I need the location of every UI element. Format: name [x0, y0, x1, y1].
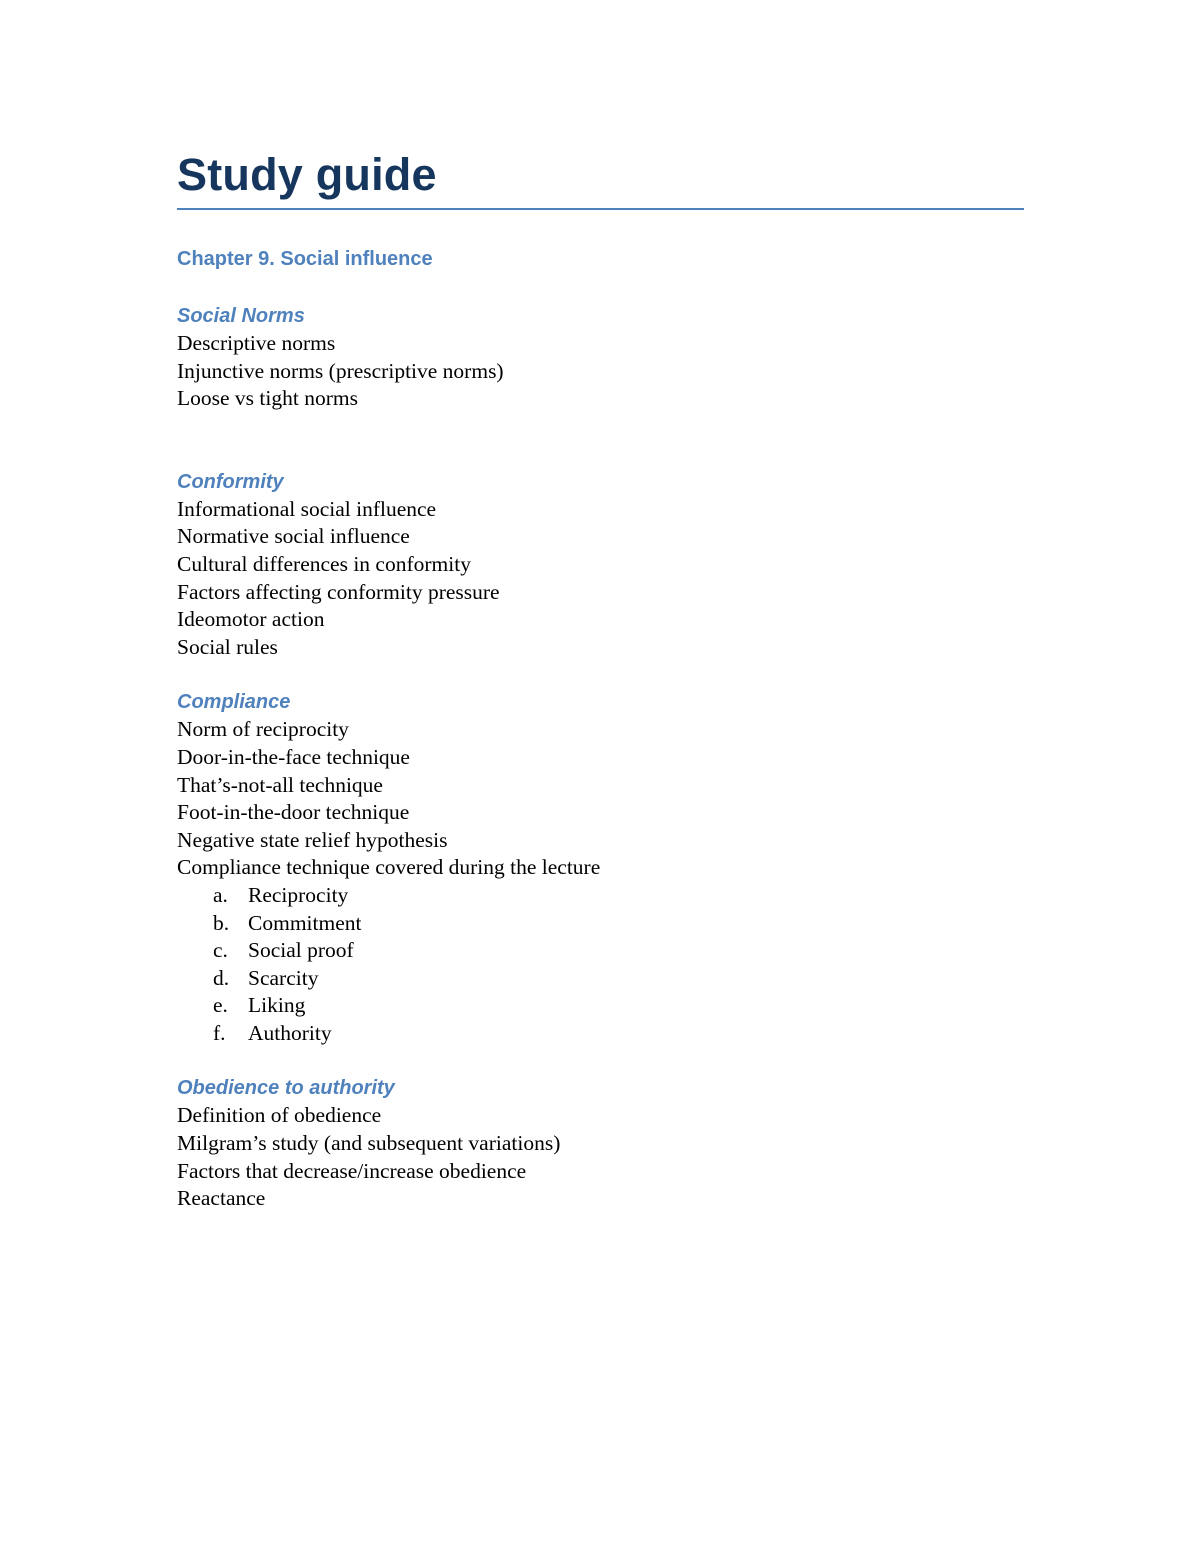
sublist-item	[177, 937, 1024, 965]
list-item: Negative state relief hypothesis	[177, 827, 448, 852]
sublist-item	[177, 965, 1024, 993]
chapter-heading: Chapter 9. Social influence	[177, 248, 433, 270]
list-marker: b.	[213, 910, 230, 935]
list-item: Descriptive norms	[177, 331, 336, 355]
section-heading: Obedience to authority	[177, 1077, 395, 1100]
sublist-item-text: Authority	[248, 1020, 332, 1045]
list-marker: d.	[213, 965, 230, 990]
list-marker: a.	[213, 882, 228, 907]
title-underline	[177, 208, 1024, 210]
list-item: Normative social influence	[177, 524, 410, 549]
list-item: Factors affecting conformity pressure	[177, 579, 500, 604]
compliance-technique-sublist	[177, 882, 1024, 1048]
list-item: Social rules	[177, 634, 278, 659]
sublist-item	[177, 882, 1024, 910]
sublist-item-text: Reciprocity	[248, 882, 349, 907]
section-heading: Conformity	[177, 470, 284, 493]
list-item: Factors that decrease/increase obedience	[177, 1158, 527, 1183]
list-item: Compliance technique covered during the lecture	[177, 855, 601, 880]
sublist-item	[177, 910, 1024, 938]
list-item: Loose vs tight norms	[177, 386, 358, 411]
section-heading: Compliance	[177, 691, 291, 714]
list-item: Foot-in-the-door technique	[177, 800, 410, 825]
page-title: Study guide	[177, 149, 437, 200]
list-marker: e.	[213, 993, 228, 1018]
list-item: Norm of reciprocity	[177, 717, 349, 742]
list-item: Injunctive norms (prescriptive norms)	[177, 358, 504, 383]
document-content	[177, 146, 1024, 1213]
list-item: Door-in-the-face technique	[177, 744, 410, 769]
sublist-item	[177, 992, 1024, 1020]
sublist-item-text: Commitment	[248, 910, 362, 935]
list-item: Milgram’s study (and subsequent variations)	[177, 1131, 561, 1156]
list-marker: c.	[213, 938, 228, 963]
section-obedience-to-authority	[177, 1074, 1024, 1212]
section-social-norms	[177, 302, 1024, 413]
list-marker: f.	[213, 1020, 226, 1045]
list-item: Reactance	[177, 1186, 266, 1211]
list-item: Definition of obedience	[177, 1103, 382, 1128]
list-item: Ideomotor action	[177, 607, 325, 632]
list-item: Informational social influence	[177, 496, 437, 521]
list-item: That’s-not-all technique	[177, 772, 383, 797]
sublist-item	[177, 1020, 1024, 1048]
section-compliance	[177, 688, 1024, 1047]
section-conformity	[177, 468, 1024, 662]
sublist-item-text: Scarcity	[248, 965, 319, 990]
section-heading: Social Norms	[177, 305, 305, 327]
sublist-item-text: Social proof	[248, 938, 354, 963]
sublist-item-text: Liking	[248, 993, 306, 1018]
list-item: Cultural differences in conformity	[177, 551, 471, 576]
